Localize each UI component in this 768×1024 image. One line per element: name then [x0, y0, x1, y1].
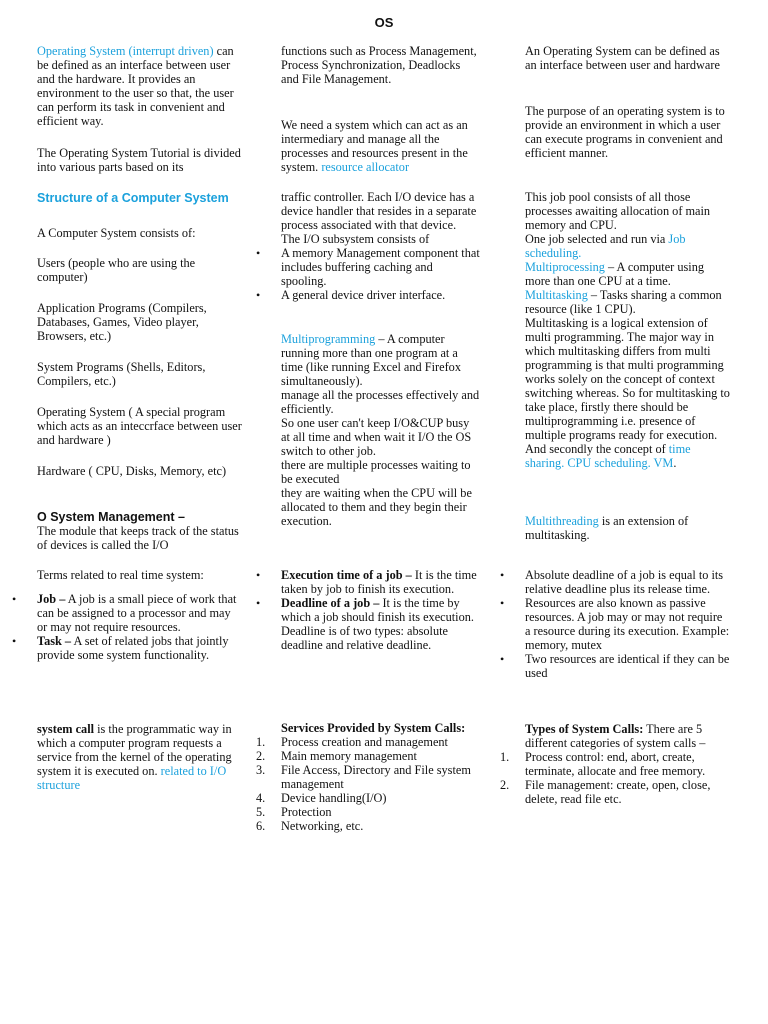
multiple-text: there are multiple processes waiting to be executed [281, 458, 471, 486]
types-list [500, 750, 730, 806]
syscall-text: is the programmatic way in which a computer program requests a service from the kernel of the operating system it is executed on. [37, 722, 232, 778]
io-structure-link[interactable]: related to I/O structure [37, 764, 227, 792]
one-user-text: So one user can't keep I/O&CUP busy at all time and when wait it I/O the OS switch to other job. [281, 416, 472, 458]
list-item: 6. Networking, etc. [256, 819, 364, 833]
traffic-block [281, 190, 481, 302]
list-item: • Absolute deadline of a job is equal to its relative deadline plus its release time. [525, 568, 730, 596]
os-item-block [37, 405, 242, 447]
tutorial-paragraph [37, 146, 242, 174]
one-job-text: One job selected and run via [525, 232, 669, 246]
app-programs-text: Application Programs (Compilers, Databases, Games, Video player, Browsers, etc.) [37, 301, 207, 343]
intro-link[interactable]: Operating System (interrupt driven) [37, 44, 214, 58]
users-text: Users (people who are using the computer) [37, 256, 196, 284]
structure-heading [37, 191, 242, 205]
terms-text: Terms related to real time system: [37, 568, 204, 582]
resource-allocator-link[interactable]: resource allocator [321, 160, 410, 174]
functions-text: functions such as Process Management, Process Synchronization, Deadlocks and File Management. [281, 44, 477, 86]
list-item: • Resources are also known as passive resources. A job may or may not require a resource during its execution. Example: memory, mutex [525, 596, 730, 652]
purpose-text: The purpose of an operating system is to provide an environment in which a user can execute programs in convenient and efficient manner. [525, 104, 725, 160]
list-item: 1. Process creation and management [256, 735, 448, 749]
list-item: 2. File management: create, open, close, delete, read file etc. [500, 778, 711, 806]
intro-text: can be defined as an interface between user and the hardware. It provides an environment to the user so that, the user can perform its task in convenient and efficient way. [37, 44, 234, 128]
multithread-text: is an extension of multitasking. [525, 514, 689, 542]
intro-paragraph [37, 44, 242, 128]
services-heading: Services Provided by System Calls: [281, 721, 466, 735]
terms-list [37, 592, 242, 662]
consists-block [37, 226, 242, 240]
syscall-term: system call [37, 722, 95, 736]
deadline-list [525, 568, 730, 680]
purpose-block [525, 104, 730, 160]
need-text: We need a system which can act as an intermediary and manage all the processes and resources present in the system. [281, 118, 468, 174]
job-terms-block [281, 568, 481, 652]
sys-programs-text: System Programs (Shells, Editors, Compilers, etc.) [37, 360, 206, 388]
defined-text: An Operating System can be defined as an interface between user and hardware [525, 44, 720, 72]
manage-text: manage all the processes effectively and efficiently. [281, 388, 480, 416]
types-heading: Types of System Calls: [525, 722, 644, 736]
jobpool-text: This job pool consists of all those processes awaiting allocation of main memory and CPU. [525, 190, 711, 232]
defined-block [525, 44, 730, 72]
list-item: • Deadline of a job – It is the time by which a job should finish its execution. Deadline is of two types: absolute deadline and relative deadline. [281, 596, 481, 652]
multithread-block [525, 514, 730, 542]
mgmt-heading: O System Management – [37, 510, 185, 524]
list-item: • A memory Management component that includes buffering caching and spooling. [281, 246, 481, 288]
mgmt-text: The module that keeps track of the status of devices is called the I/O [37, 524, 239, 552]
app-programs-block [37, 301, 242, 343]
syscall-block [37, 722, 242, 792]
multiprog-block [281, 332, 481, 528]
hardware-text: Hardware ( CPU, Disks, Memory, etc) [37, 464, 227, 478]
multithreading-link[interactable]: Multithreading [525, 514, 599, 528]
waiting-text: they are waiting when the CPU will be allocated to them and they begin their execution. [281, 486, 472, 528]
list-item: 3. File Access, Directory and File system management [256, 763, 471, 791]
job-scheduling-link[interactable]: Job scheduling. [525, 232, 686, 260]
io-subsystem-list [281, 246, 481, 302]
users-block [37, 256, 242, 284]
multitask-desc: Multitasking is a logical extension of multi programming. The major way in which multitasking differs from multi programming is that multi programming works solely on the concept of context switching whereas. So for multitasking to take place, firstly there should be multiprogramming i.e. presence of multiple programs ready for execution. And secondly the concept of [525, 316, 730, 456]
hardware-block [37, 464, 242, 478]
types-block [500, 722, 730, 806]
os-item-text: Operating System ( A special program which acts as an inteccrface between user and hardware ) [37, 405, 242, 447]
traffic-text: traffic controller. Each I/O device has a device handler that resides in a separate process associated with that device. [281, 190, 477, 232]
job-terms-list [281, 568, 481, 652]
multiproc-text: – A computer using more than one CPU at a time. [525, 260, 704, 288]
terms-list-block [37, 592, 242, 662]
multiprocessing-link[interactable]: Multiprocessing [525, 260, 605, 274]
list-item: 1. Process control: end, abort, create, terminate, allocate and free memory. [500, 750, 706, 778]
need-block [281, 118, 481, 174]
list-item: 2. Main memory management [256, 749, 417, 763]
mgmt-block [37, 510, 242, 552]
services-list [256, 735, 481, 833]
list-item: • Two resources are identical if they can be used [525, 652, 730, 680]
structure-heading-text: Structure of a Computer System [37, 191, 229, 205]
subsystem-text: The I/O subsystem consists of [281, 232, 430, 246]
list-item: • Job – A job is a small piece of work that can be assigned to a processor and may or may not require resources. [37, 592, 242, 634]
multitask-text: – Tasks sharing a common resource (like 1 CPU). [525, 288, 722, 316]
page-title: OS [374, 15, 394, 30]
consists-text: A Computer System consists of: [37, 226, 196, 240]
list-item: • A general device driver interface. [281, 288, 481, 302]
time-sharing-link[interactable]: time sharing. CPU scheduling. VM [525, 442, 691, 470]
multitasking-link[interactable]: Multitasking [525, 288, 588, 302]
terms-block [37, 568, 242, 582]
services-block [256, 721, 481, 833]
list-item: • Execution time of a job – It is the time taken by job to finish its execution. [281, 568, 481, 596]
deadline-block [525, 568, 730, 680]
list-item: • Task – A set of related jobs that jointly provide some system functionality. [37, 634, 242, 662]
list-item: 5. Protection [256, 805, 332, 819]
list-item: 4. Device handling(I/O) [256, 791, 387, 805]
multiprogramming-link[interactable]: Multiprogramming [281, 332, 376, 346]
jobpool-block: This job pool consists of all those processes awaiting allocation of main memory and CPU. One job selected and run via Job scheduling. Multiprocessing – A computer using more than one CPU at a time. Multitasking – Tasks sharing a common resource (like 1 CPU). Multitasking is a logical extension of multi programming. The major way in which multitasking differs from multi programming is that multi programming works solely on the concept of context switching whereas. So for multitasking to take place, firstly there should be multiprogramming i.e. presence of multiple programs ready for execution. And secondly the concept of time sharing. CPU scheduling. VM. [525, 190, 730, 470]
tutorial-text: The Operating System Tutorial is divided into various parts based on its [37, 146, 241, 174]
multiprog-text: – A computer running more than one program at a time (like running Excel and Firefox simultaneously). [281, 332, 461, 388]
functions-block [281, 44, 481, 86]
types-text: There are 5 different categories of system calls – [525, 722, 706, 750]
sys-programs-block [37, 360, 242, 388]
